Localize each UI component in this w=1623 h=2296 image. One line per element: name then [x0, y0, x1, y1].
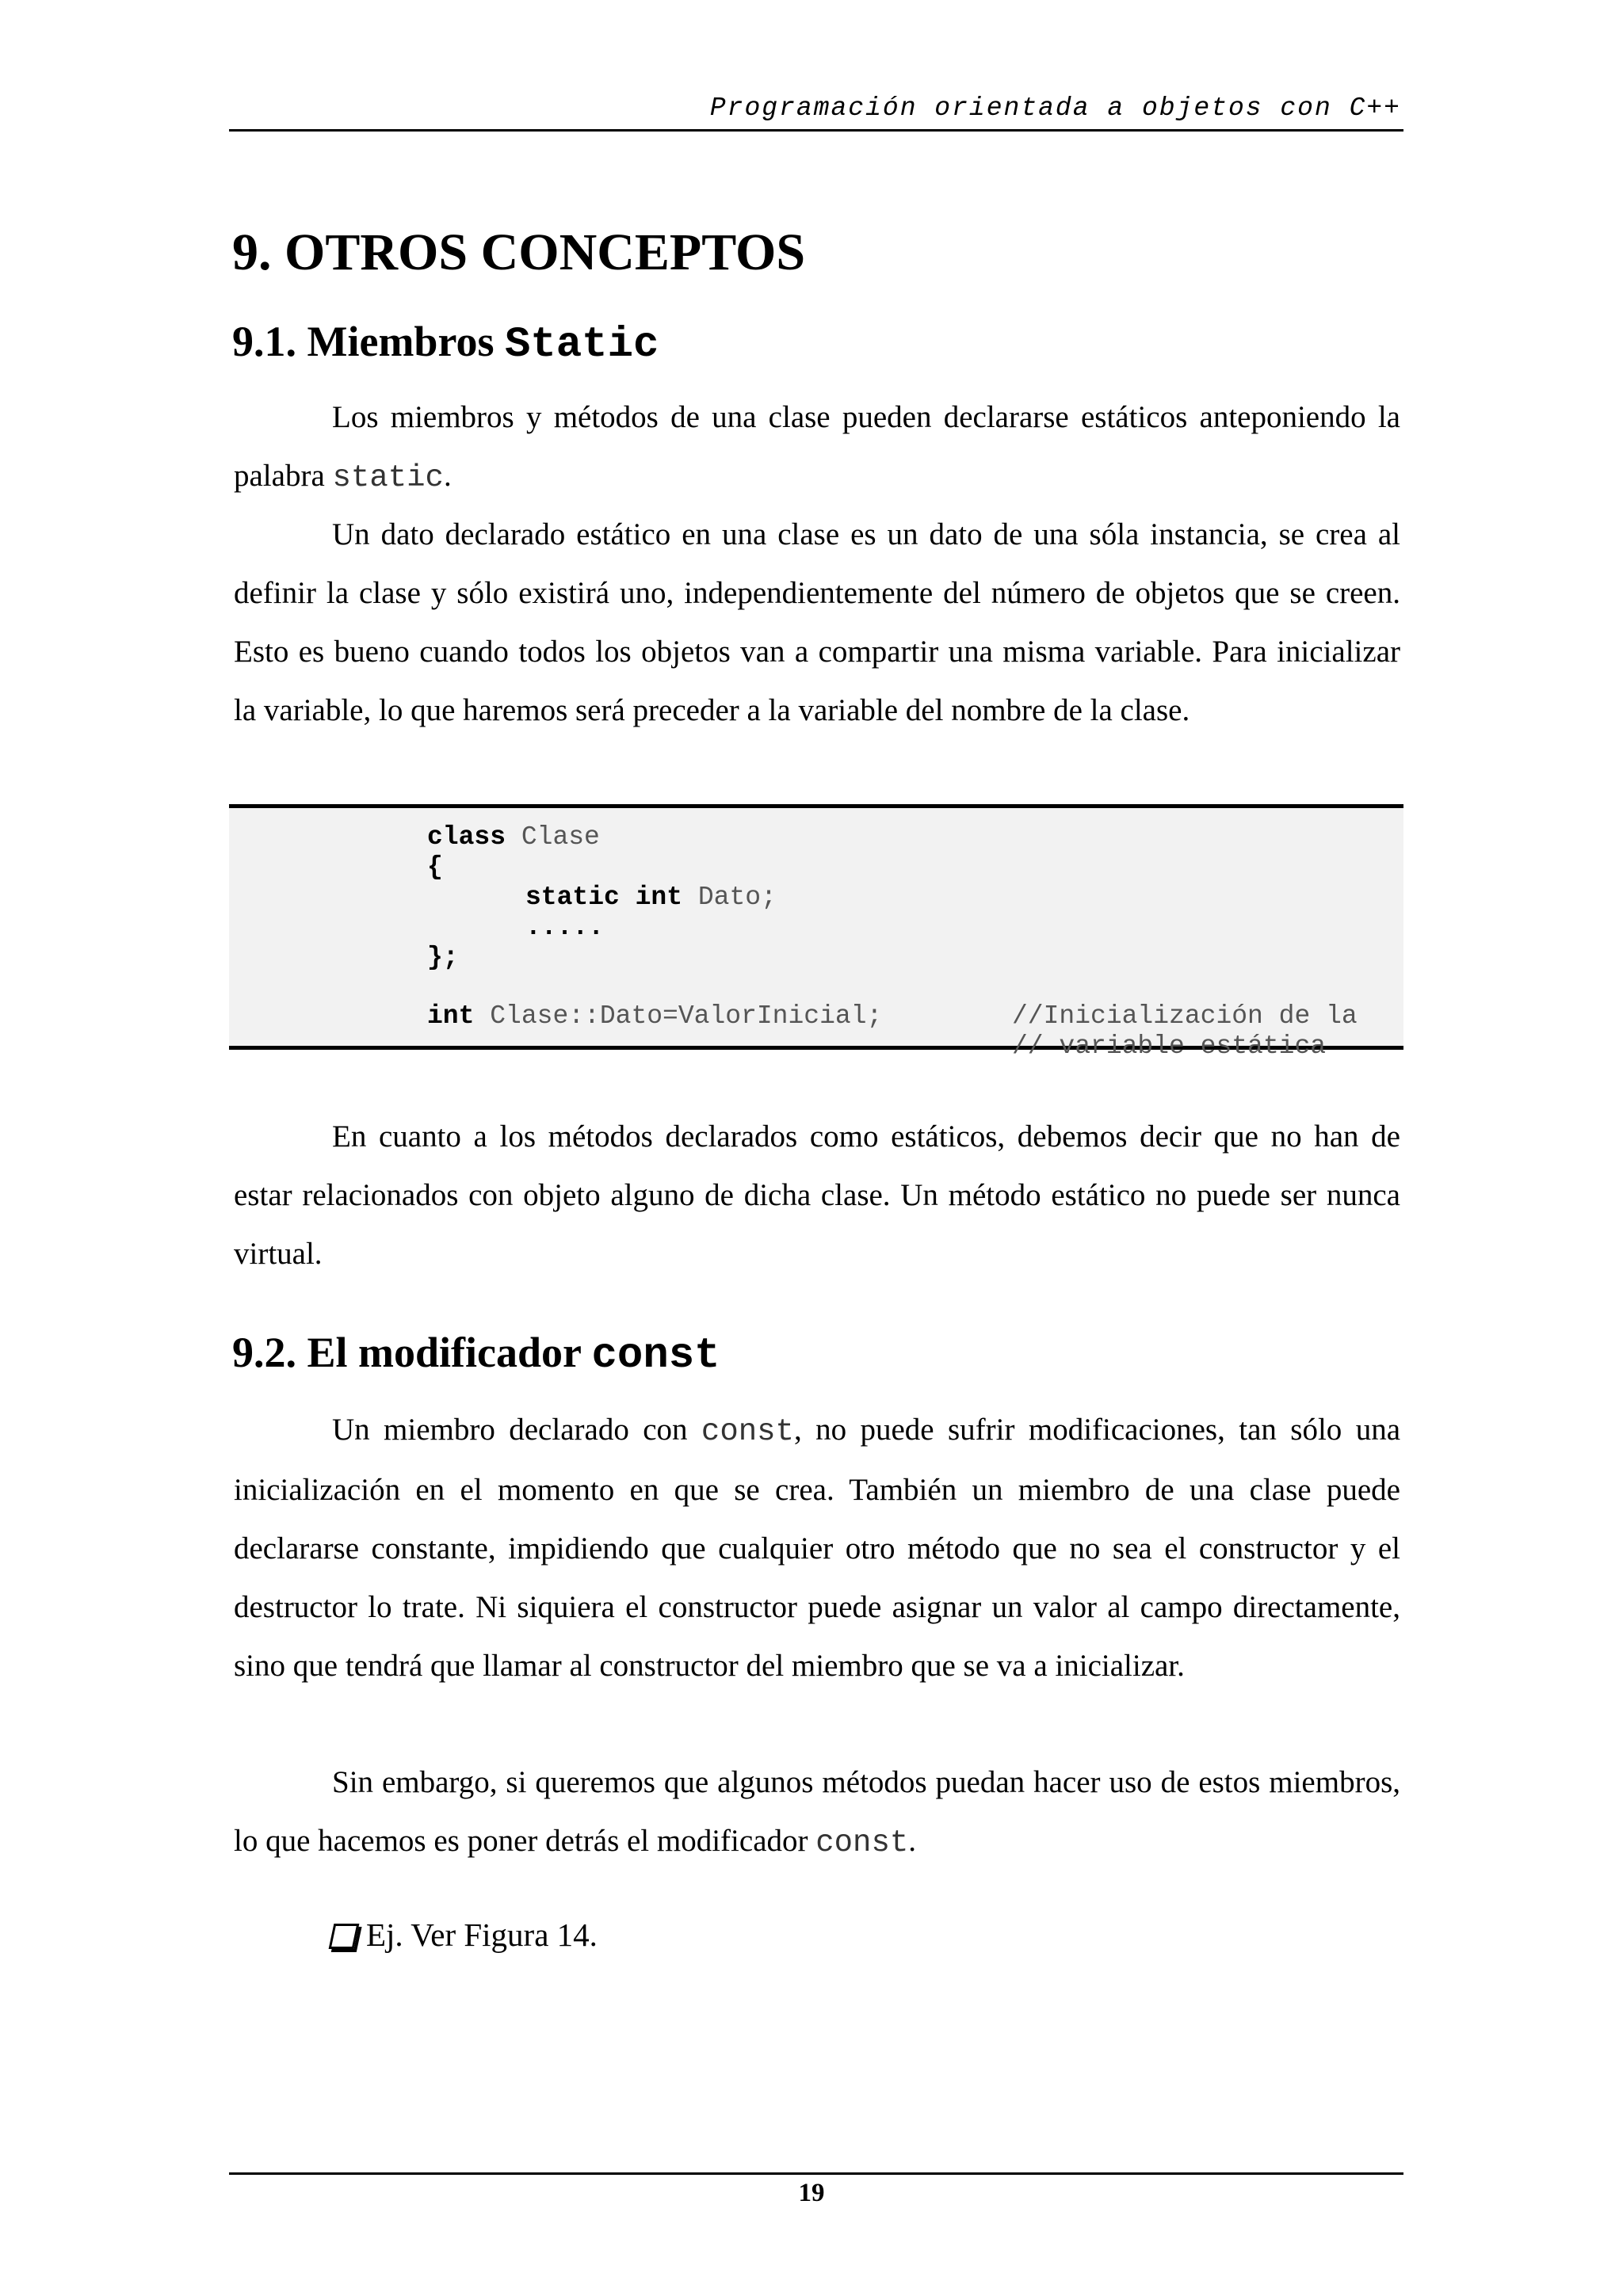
code-text: Clase	[506, 822, 600, 852]
code-line: {	[427, 852, 443, 882]
paragraph-static-methods: En cuanto a los métodos declarados como estáticos, debemos decir que no han de estar relacionados con objeto alguno de dicha clase. Un método estático no puede ser nunca virtual.	[234, 1119, 1400, 1271]
inline-code: static	[332, 460, 444, 495]
paragraph-text: Los miembros y métodos de una clase pueden declararse estáticos anteponiendo la palabra	[234, 400, 1400, 493]
code-keyword: static int	[525, 883, 683, 912]
section-heading-const	[232, 1331, 720, 1378]
page-number: 19	[798, 2179, 825, 2207]
paragraph-const-methods	[234, 1753, 1400, 1872]
inline-code: const	[701, 1414, 794, 1449]
section-heading-static	[232, 320, 659, 367]
code-line	[525, 884, 777, 910]
running-header: Programación orientada a objetos con C++	[709, 93, 1401, 123]
footer-rule	[229, 2172, 1403, 2175]
code-keyword: class	[427, 822, 506, 852]
section-heading-text: 9.2. El modificador	[232, 1329, 592, 1376]
chapter-title: 9. OTROS CONCEPTOS	[232, 223, 806, 281]
section-heading-text: 9.1. Miembros	[232, 318, 505, 365]
code-line: .....	[525, 913, 605, 942]
code-line	[427, 824, 600, 850]
code-example-block	[229, 804, 1403, 1061]
paragraph-text: .	[908, 1824, 917, 1858]
example-text: Ej. Ver Figura 14.	[366, 1917, 598, 1953]
section-heading-code: Static	[504, 321, 659, 369]
code-text: Clase::Dato=ValorInicial;	[474, 1001, 883, 1031]
header-rule	[229, 129, 1403, 132]
paragraph-text: Sin embargo, si queremos que algunos métodos puedan hacer uso de estos miembros, lo que hacemos es poner detrás el modificador	[234, 1765, 1400, 1858]
section-heading-code: const	[591, 1332, 720, 1380]
code-keyword: int	[427, 1001, 475, 1031]
paragraph-const-intro	[234, 1401, 1400, 1695]
paragraph-static-data: Un dato declarado estático en una clase es un dato de una sóla instancia, se crea al definir la clase y sólo existirá uno, independientemente del número de objetos que se creen. Esto es bueno cuando todos los objetos van a compartir una misma variable. Para inicializar la variable, lo que haremos será preceder a la variable del nombre de la clase.	[234, 517, 1400, 727]
paragraph-text: Un miembro declarado con	[332, 1413, 701, 1447]
example-reference	[331, 1916, 598, 1954]
code-line	[427, 1003, 882, 1029]
code-comment: //Inicialización de la	[1012, 1001, 1358, 1031]
inline-code: const	[815, 1825, 909, 1860]
code-line: };	[427, 943, 459, 972]
paragraph-text: , no puede sufrir modificaciones, tan sólo una inicialización en el momento en que se crea. También un miembro de una clase puede declararse constante, impidiendo que cualquier otro método que no sea el constructor y el destructor lo trate. Ni siquiera el constructor puede asignar un valor al campo directamente, sino que tendrá que llamar al constructor del miembro que se va a inicializar.	[234, 1413, 1401, 1683]
paragraph-text: .	[443, 459, 452, 493]
code-text: Dato;	[682, 883, 777, 912]
paragraph-static-intro	[234, 388, 1400, 507]
checkbox-icon	[329, 1924, 360, 1949]
code-comment: // variable estática	[1012, 1032, 1327, 1061]
